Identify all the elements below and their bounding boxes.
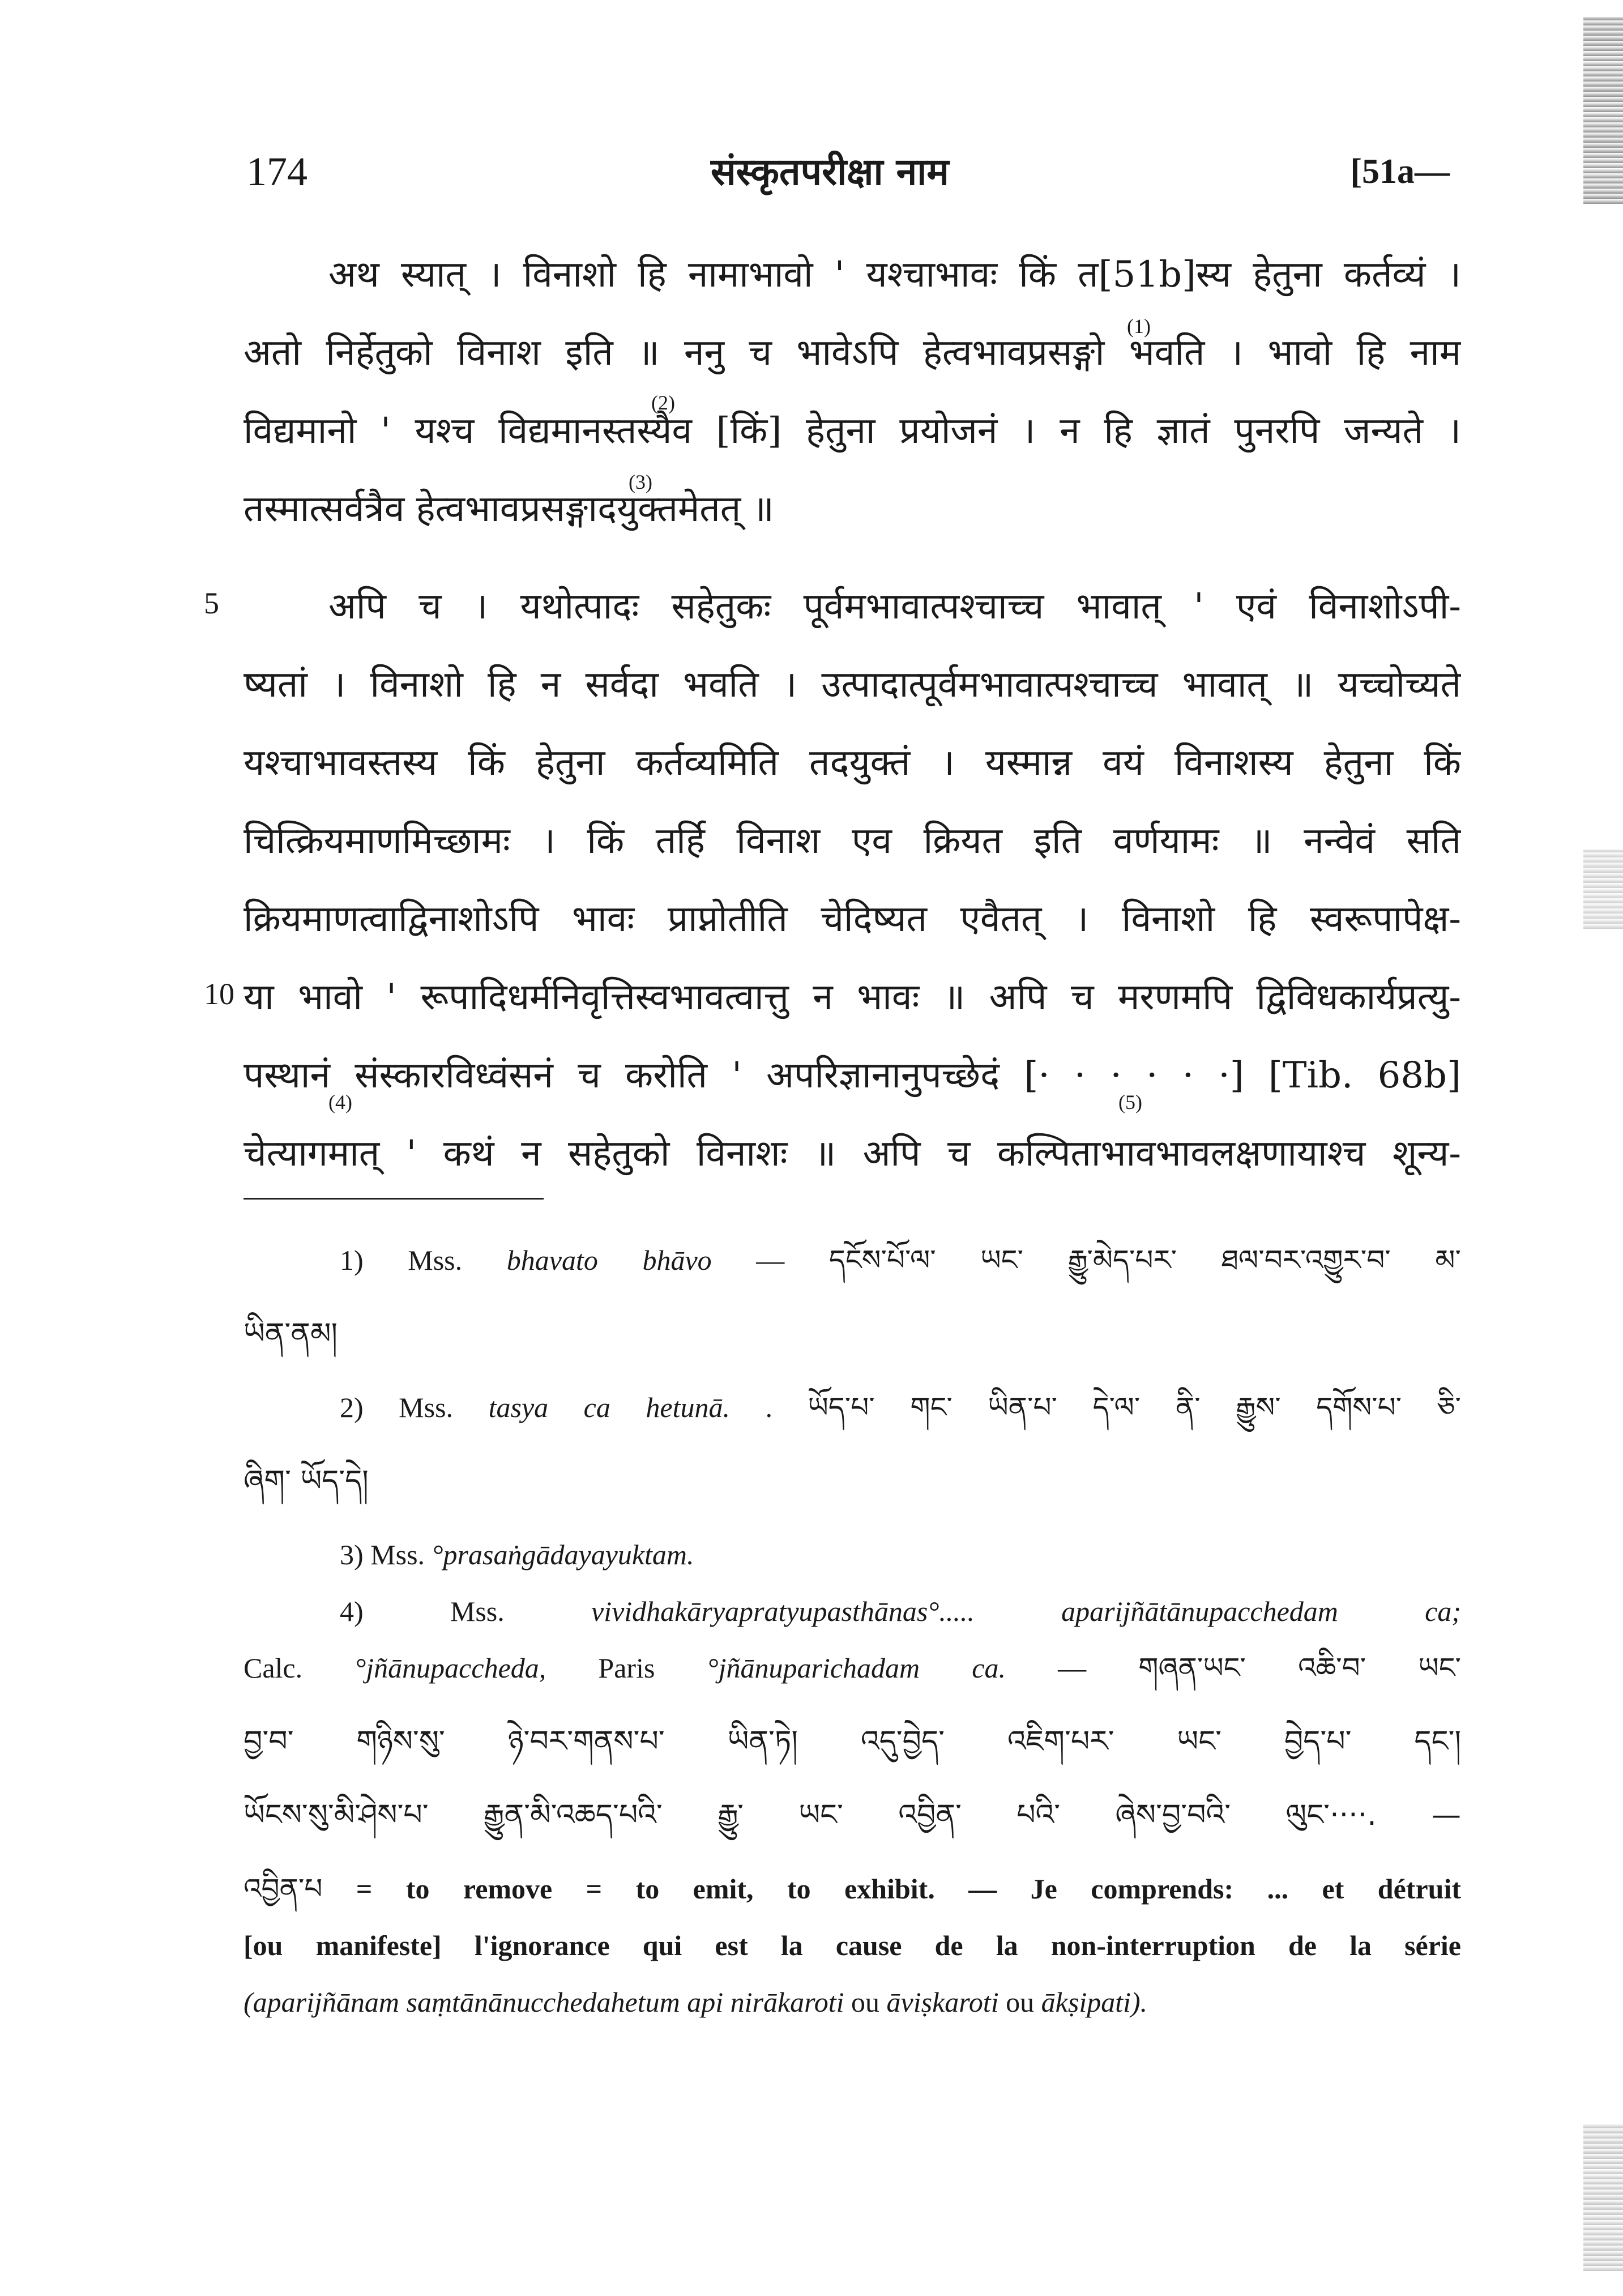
footnote-reading: bhavato bhāvo [506,1244,712,1276]
page-number: 174 [246,149,307,194]
text-line: विद्यमानो ' यश्च विद्यमानस्तस्यैव [किं] हेतुना प्रयोजनं । न हि ज्ञातं पुनरपि जन्यते । [244,410,1461,452]
line-number: 10 [204,977,234,1011]
footnote-1 [244,1229,1461,1303]
note-marker: (3) [629,471,652,493]
footnote-4-gloss [244,1858,1461,1914]
footnote-rule [244,1198,544,1200]
french-text: [ou manifeste] l'ignorance qui est la cause de la non-interruption de la série [244,1930,1461,1961]
note-marker: (4) [328,1091,352,1113]
footnote-label: 2) Mss. [340,1392,454,1423]
sanskrit-gloss: āviṣkaroti [886,1986,999,2018]
text-line: तस्मात्सर्वत्रैव हेत्वभावप्रसङ्गादयुक्तमेतत् ॥ [244,488,774,530]
running-title: संस्कृतपरीक्षा नाम [711,150,949,194]
tibetan-text: — དངོས་པོ་ལ་ ཡང་ རྒྱུ་མེད་པར་ ཐལ་བར་འགྱུར་བ་ མ་ [756,1244,1461,1276]
footnote-2 [244,1376,1461,1450]
sanskrit-gloss: (aparijñānam saṃtānānucchedahetum api nirākaroti [244,1986,844,2018]
edition-label: Paris [598,1652,655,1684]
footnote-3 [244,1523,1461,1580]
sanskrit-gloss: ākṣipati). [1041,1986,1148,2018]
edition-label: Calc. [244,1652,303,1684]
line-number: 5 [204,586,219,620]
text-line: क्रियमाणत्वाद्विनाशोऽपि भावः प्राप्नोतीति चेदिष्यत एवैतत् । विनाशो हि स्वरूपापेक्ष- [244,898,1461,940]
scan-edge-noise [1583,17,1623,204]
footnote-reading: °prasaṅgādayayuktam. [432,1539,694,1571]
footnote-reading: aparijñātānupacchedam ca; [1061,1595,1461,1627]
text-line: चित्क्रियमाणमिच्छामः । किं तर्हि विनाश एव क्रियत इति वर्णयामः ॥ नन्वेवं सति [244,820,1461,862]
note-marker: (2) [651,391,675,414]
text-line: अपि च । यथोत्पादः सहेतुकः पूर्वमभावात्पश्चाच्च भावात् ' एवं विनाशोऽपी- [328,586,1461,628]
tibetan-text: བྱ་བ་ གཉིས་སུ་ ཉེ་བར་གནས་པ་ ཡིན་ཏེ། འདུ་བྱེད་ འཇིག་པར་ ཡང་ བྱེད་པ་ དང་། [244,1725,1461,1759]
scan-edge-noise [1583,850,1623,929]
footnote-4 [244,1580,1461,1637]
tibetan-text: ཡོངས་སུ་མི་ཤེས་པ་ རྒྱུན་མི་འཆད་པའི་ རྒྱུ་ ཡང་ འབྱིན་ པའི་ ཞེས་བྱ་བའི་ ལུང་····. — [244,1798,1461,1832]
footnote-label: 1) Mss. [340,1244,463,1276]
text-line: ष्यतां । विनाशो हि न सर्वदा भवति । उत्पादात्पूर्वमभावात्पश्चाच्च भावात् ॥ यच्चोच्यते [244,664,1461,706]
text-line: पस्थानं संस्कारविध्वंसनं च करोति ' अपरिज्ञानानुपच्छेदं [· · · · · ·] [Tib. 68b] [244,1055,1461,1096]
footnote-reading: °jñānuparichadam ca. [707,1652,1006,1684]
tibetan-text: ཡིན་ནམ། [244,1317,338,1351]
footnote-4-sanskrit [244,1971,1461,2028]
connector-text: ou [851,1986,880,2018]
note-marker: (1) [1127,315,1151,338]
tibetan-text: ཞིག་ ཡོད་དེ། [244,1464,369,1498]
footnote-label: 4) Mss. [340,1595,505,1627]
footnote-4-variants [244,1637,1461,1710]
scan-edge-noise [1583,2124,1623,2271]
page-header [246,144,1450,207]
footnote-reading: vividhakāryapratyupasthānas°..... [591,1595,975,1627]
main-text [244,244,1461,1201]
text-line: या भावो ' रूपादिधर्मनिवृत्तिस्वभावत्वात्तु न भावः ॥ अपि च मरणमपि द्विविधकार्यप्रत्यु- [244,976,1461,1018]
connector-text: ou [1006,1986,1035,2018]
gloss-text: = to remove = to emit, to exhibit. — Je comprends: ... et détruit [356,1873,1461,1905]
footnote-reading: tasya ca hetunā. [488,1392,730,1423]
note-marker: (5) [1118,1091,1142,1113]
folio-marker: [51a— [1350,152,1450,191]
text-line: अथ स्यात् । विनाशो हि नामाभावो ' यश्चाभावः किं त[51b]स्य हेतुना कर्तव्यं । [328,254,1461,296]
tibetan-text: — གཞན་ཡང་ འཆི་བ་ ཡང་ [1058,1652,1461,1684]
footnotes [244,1229,1461,2028]
footnote-label: 3) Mss. [340,1539,425,1571]
text-line: अतो निर्हेतुको विनाश इति ॥ ननु च भावेऽपि हेत्वभावप्रसङ्गो भवति । भावो हि नाम [244,332,1461,374]
text-line: यश्चाभावस्तस्य किं हेतुना कर्तव्यमिति तदयुक्तं । यस्मान्न वयं विनाशस्य हेतुना किं [244,742,1461,784]
footnote-reading: °jñānupaccheda, [355,1652,546,1684]
tibetan-text: འབྱིན་པ [244,1873,323,1905]
text-line: चेत्यागमात् ' कथं न सहेतुको विनाशः ॥ अपि च कल्पिताभावभावलक्षणायाश्च शून्य- [244,1133,1461,1175]
tibetan-text: . ཡོད་པ་ གང་ ཡིན་པ་ དེ་ལ་ ནི་ རྒྱུས་ དགོས་པ་ ཅི་ [765,1392,1461,1423]
